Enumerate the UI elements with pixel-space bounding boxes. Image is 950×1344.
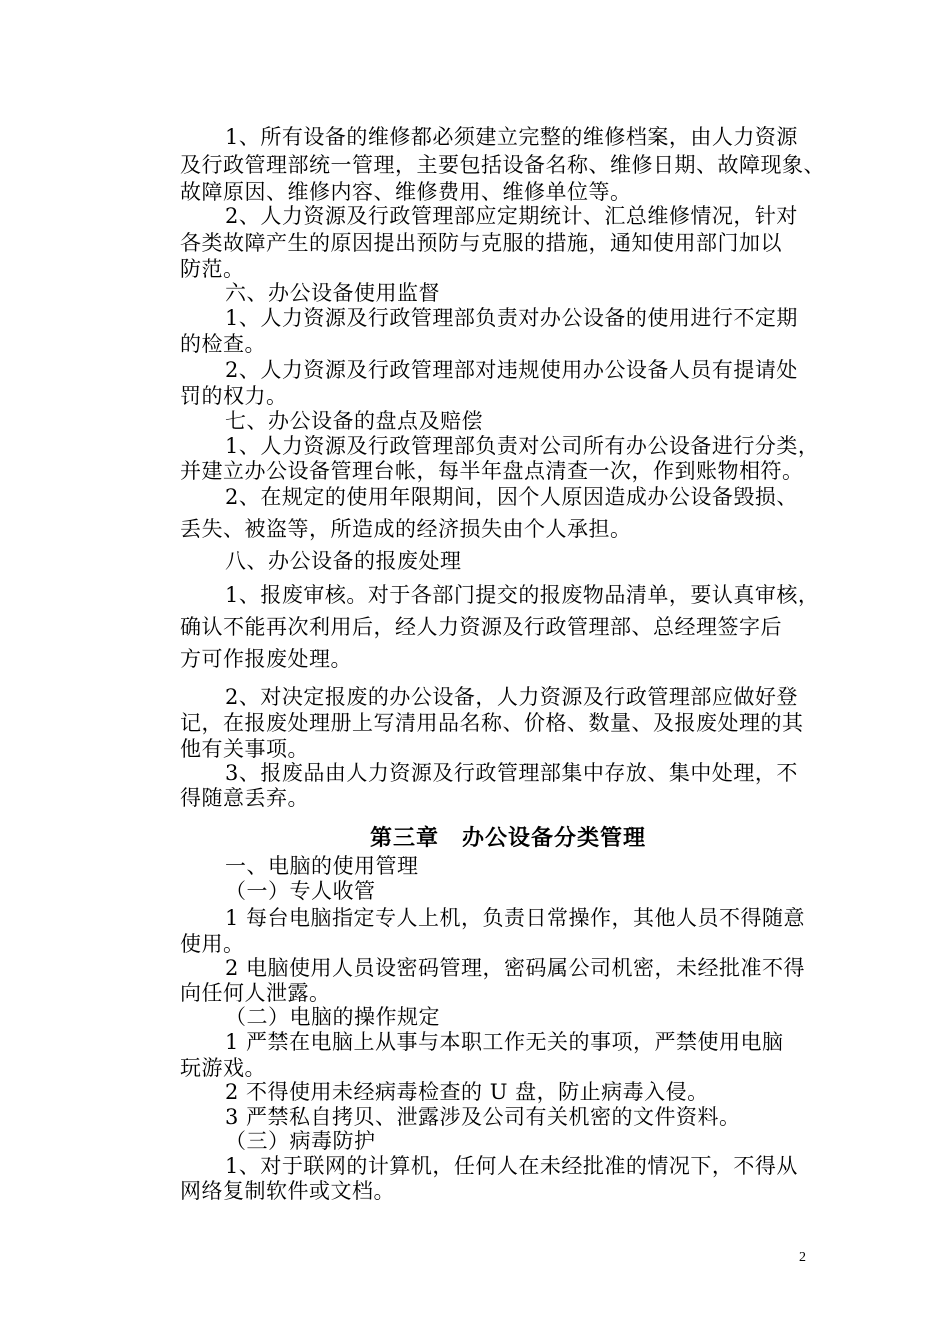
line-text: 并建立办公设备管理台帐，每半年盘点清查一次，作到账物相符。 (180, 459, 804, 483)
line-text: 及行政管理部统一管理，主要包括设备名称、维修日期、故障现象、 (180, 153, 825, 177)
line-text: 1、人力资源及行政管理部负责对公司所有办公设备进行分类， (225, 434, 820, 458)
line-text: 3 严禁私自拷贝、泄露涉及公司有关机密的文件资料。 (225, 1105, 741, 1129)
line-text: 丢失、被盗等，所造成的经济损失由个人承担。 (180, 517, 632, 541)
line-text: 一、电脑的使用管理 (225, 854, 419, 878)
line-text: （二）电脑的操作规定 (225, 1005, 440, 1029)
line-text: 玩游戏。 (180, 1056, 266, 1080)
line-text: 2、在规定的使用年限期间，因个人原因造成办公设备毁损、 (225, 485, 798, 509)
line-text: 七、办公设备的盘点及赔偿 (225, 409, 483, 433)
line-text: 3、报废品由人力资源及行政管理部集中存放、集中处理，不 (225, 761, 798, 785)
line-text: 使用。 (180, 932, 245, 956)
line-text: 1、所有设备的维修都必须建立完整的维修档案，由人力资源 (225, 125, 798, 149)
line-text: 六、办公设备使用监督 (225, 281, 440, 305)
line-text: 防范。 (180, 257, 245, 281)
line-text: 记，在报废处理册上写清用品名称、价格、数量、及报废处理的其 (180, 711, 804, 735)
line-text: 2、人力资源及行政管理部对违规使用办公设备人员有提请处 (225, 358, 798, 382)
line-text: 向任何人泄露。 (180, 981, 331, 1005)
line-text: 2 不得使用未经病毒检查的 U 盘，防止病毒入侵。 (225, 1080, 709, 1104)
line-text: 2、对决定报废的办公设备，人力资源及行政管理部应做好登 (225, 685, 798, 709)
line-text: 确认不能再次利用后，经人力资源及行政管理部、总经理签字后 (180, 615, 782, 639)
line-text: 的检查。 (180, 332, 266, 356)
line-text: 他有关事项。 (180, 737, 309, 761)
line-text: （一）专人收管 (225, 879, 376, 903)
line-text: 八、办公设备的报废处理 (225, 549, 462, 573)
line-text: 1 每台电脑指定专人上机，负责日常操作，其他人员不得随意 (225, 906, 806, 930)
line-text: 2 电脑使用人员设密码管理，密码属公司机密，未经批准不得 (225, 956, 806, 980)
line-text: 1、人力资源及行政管理部负责对办公设备的使用进行不定期 (225, 306, 798, 330)
line-text: 故障原因、维修内容、维修费用、维修单位等。 (180, 180, 632, 204)
line-text: 网络复制软件或文档。 (180, 1179, 395, 1203)
line-text: （三）病毒防护 (225, 1129, 376, 1153)
line-text: 方可作报废处理。 (180, 647, 352, 671)
line-text: 罚的权力。 (180, 384, 288, 408)
line-text: 1 严禁在电脑上从事与本职工作无关的事项，严禁使用电脑 (225, 1030, 784, 1054)
line-text: 第三章 办公设备分类管理 (370, 825, 647, 851)
line-text: 各类故障产生的原因提出预防与克服的措施，通知使用部门加以 (180, 231, 782, 255)
page-number: 2 (799, 1250, 806, 1265)
line-text: 1、对于联网的计算机，任何人在未经批准的情况下，不得从 (225, 1154, 798, 1178)
line-text: 得随意丢弃。 (180, 786, 309, 810)
line-text: 2、人力资源及行政管理部应定期统计、汇总维修情况，针对 (225, 204, 798, 228)
line-text: 1、报废审核。对于各部门提交的报废物品清单，要认真审核， (225, 583, 820, 607)
